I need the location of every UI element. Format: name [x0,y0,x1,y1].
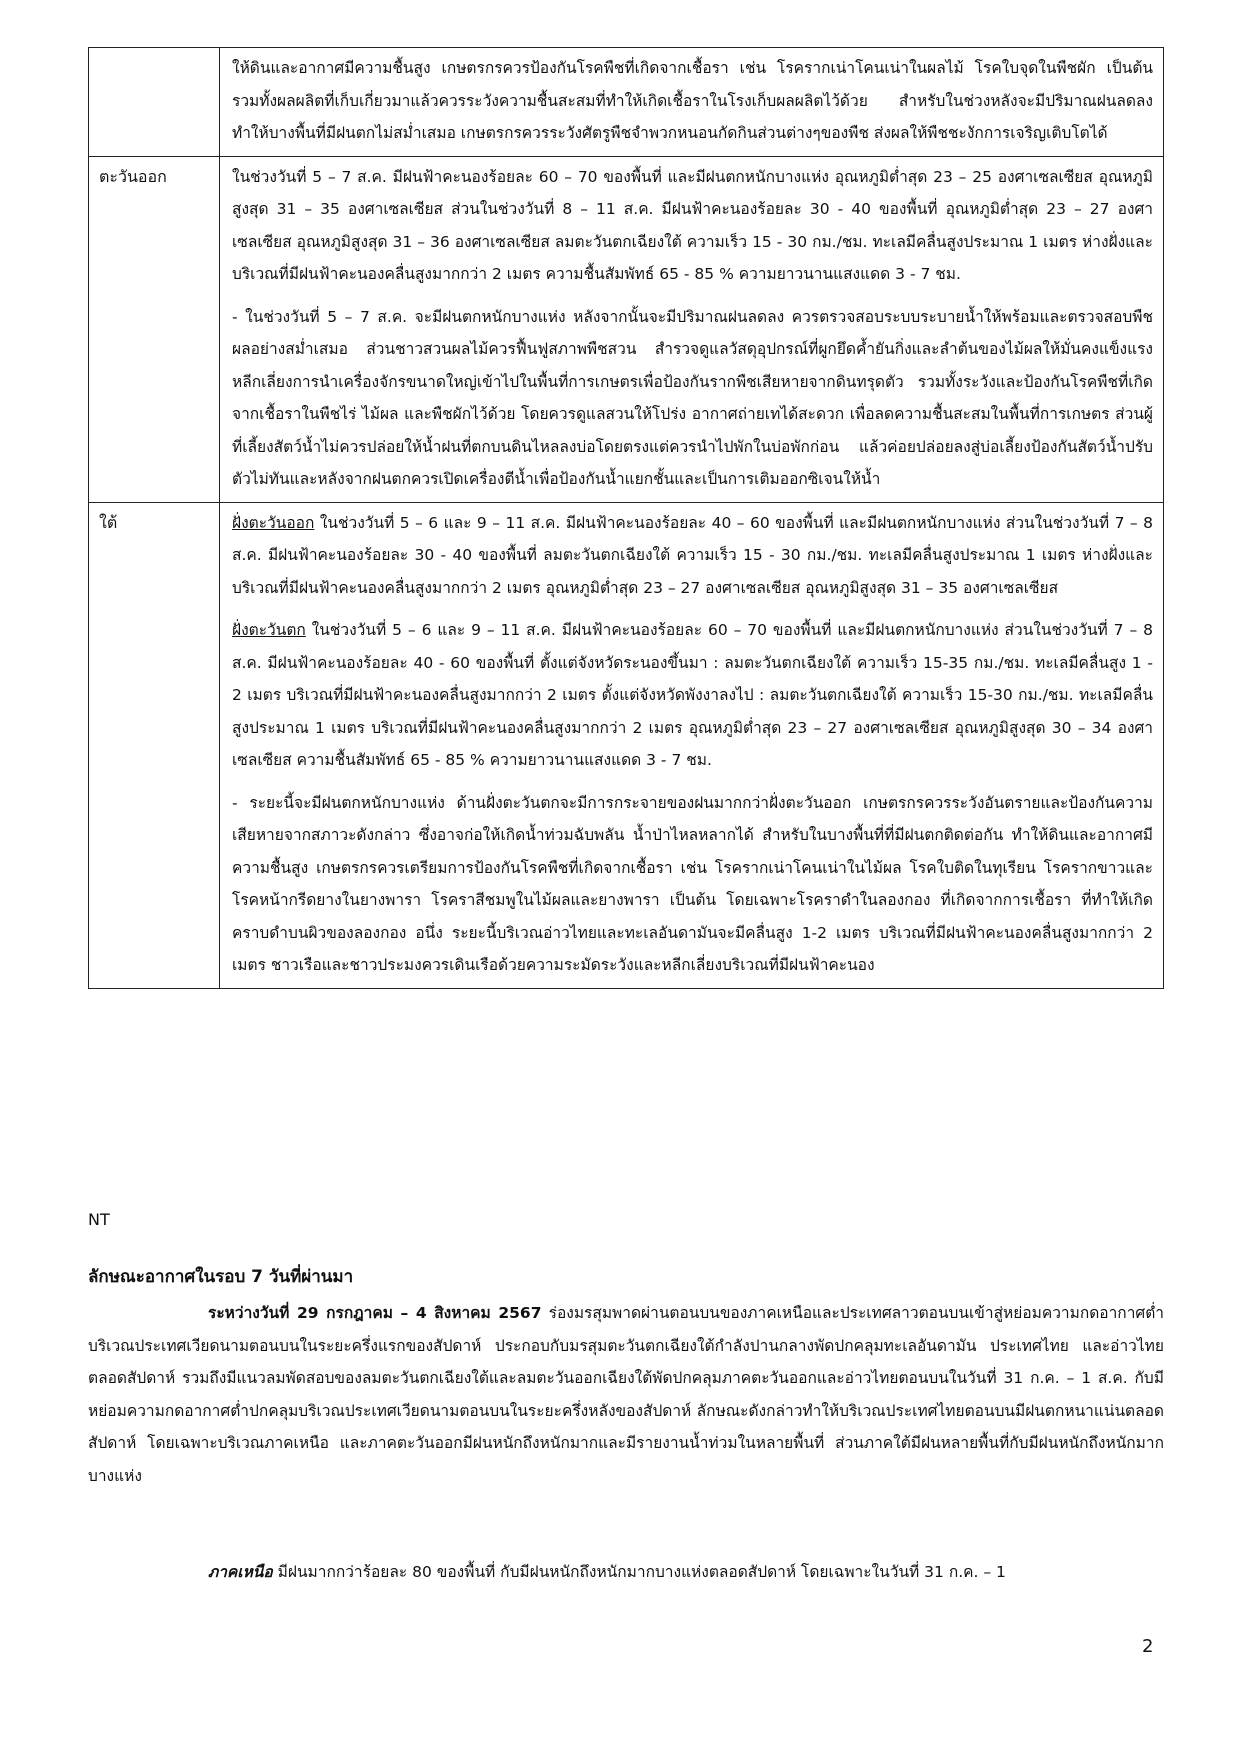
subregion-label: ฝั่งตะวันตก [232,621,306,639]
paragraph: ให้ดินและอากาศมีความชื้นสูง เกษตรกรควรป้องกันโรคพืชที่เกิดจากเชื้อรา เช่น โรครากเน่าโคนเน่าในผลไม้ โรคใบจุดในพืชผัก เป็นต้น รวมทั้งผลผลิตที่เก็บเกี่ยวมาแล้วควรระวังความชื้นสะสมที่ทำให้เกิดเชื้อราในโรงเก็บผลผลิตไว้ด้วย สำหรับในช่วงหลังจะมีปริมาณฝนลดลง ทำให้บางพื้นที่มีฝนตกไม่สม่ำเสมอ เกษตรกรควรระวังศัตรูพืชจำพวกหนอนกัดกินส่วนต่างๆของพืช ส่งผลให้พืชชะงักการเจริญเติบโตได้ [232,59,1153,142]
paragraph [232,507,1153,605]
region-cell: ใต้ [89,502,220,988]
table-row [89,502,1164,988]
paragraph: - ระยะนี้จะมีฝนตกหนักบางแห่ง ด้านฝั่งตะวันตกจะมีการกระจายของฝนมากกว่าฝั่งตะวันออก เกษตรกรควรระวังอันตรายและป้องกันความเสียหายจากสภาวะดังกล่าว ซึ่งอาจก่อให้เกิดน้ำท่วมฉับพลัน น้ำป่าไหลหลากได้ สำหรับในบางพื้นที่ที่มีฝนตกติดต่อกัน ทำให้ดินและอากาศมีความชื้นสูง เกษตรกรควรเตรียมการป้องกันโรคพืชที่เกิดจากเชื้อรา เช่น โรครากเน่าโคนเน่าในไม้ผล โรคใบติดในทุเรียน โรครากขาวและโรคหน้ากรีดยางในยางพารา โรคราสีชมพูในไม้ผลและยางพารา เป็นต้น โดยเฉพาะโรคราดำในลองกอง ที่เกิดจากการเชื้อรา ที่ทำให้เกิดคราบดำบนผิวของลองกอง อนึ่ง ระยะนี้บริเวณอ่าวไทยและทะเลอันดามันจะมีคลื่นสูง 1-2 เมตร บริเวณที่มีฝนฟ้าคะนองคลื่นสูงมากกว่า 2 เมตร ชาวเรือและชาวประมงควรเดินเรือด้วยความระมัดระวังและหลีกเลี่ยงบริเวณที่มีฝนฟ้าคะนอง [232,793,1153,974]
subregion-text: ในช่วงวันที่ 5 – 6 และ 9 – 11 ส.ค. มีฝนฟ้าคะนองร้อยละ 40 – 60 ของพื้นที่ และมีฝนตกหนักบางแห่ง ส่วนในช่วงวันที่ 7 – 8 ส.ค. มีฝนฟ้าคะนองร้อยละ 30 - 40 ของพื้นที่ ลมตะวันตกเฉียงใต้ ความเร็ว 15 - 30 กม./ชม. ทะเลมีคลื่นสูงประมาณ 1 เมตร ห่างฝั่งและบริเวณที่มีฝนฟ้าคะนองคลื่นสูงมากกว่า 2 เมตร อุณหภูมิต่ำสุด 23 – 27 องศาเซลเซียส อุณหภูมิสูงสุด 31 – 35 องศาเซลเซียส [232,513,1153,597]
north-paragraph [88,1556,1164,1588]
table-row [89,48,1164,157]
region-cell [89,48,220,157]
summary-paragraph [88,1297,1164,1492]
forecast-table [88,47,1164,989]
paragraph: ในช่วงวันที่ 5 – 7 ส.ค. มีฝนฟ้าคะนองร้อยละ 60 – 70 ของพื้นที่ และมีฝนตกหนักบางแห่ง อุณหภูมิต่ำสุด 23 – 25 องศาเซลเซียส อุณหภูมิสูงสุด 31 – 35 องศาเซลเซียส ส่วนในช่วงวันที่ 8 – 11 ส.ค. มีฝนฟ้าคะนองร้อยละ 30 - 40 ของพื้นที่ อุณหภูมิต่ำสุด 23 – 27 องศาเซลเซียส อุณหภูมิสูงสุด 31 – 36 องศาเซลเซียส ลมตะวันตกเฉียงใต้ ความเร็ว 15 - 30 กม./ชม. ทะเลมีคลื่นสูงประมาณ 1 เมตร ห่างฝั่งและบริเวณที่มีฝนฟ้าคะนองคลื่นสูงมากกว่า 2 เมตร ความชื้นสัมพัทธ์ 65 - 85 % ความยาวนานแสงแดด 3 - 7 ชม. [232,167,1153,283]
nt-label: NT [88,1210,110,1229]
subregion-label: ฝั่งตะวันออก [232,513,315,532]
date-range: ระหว่างวันที่ 29 กรกฎาคม – 4 สิงหาคม 2567 [208,1304,542,1322]
paragraph: - ในช่วงวันที่ 5 – 7 ส.ค. จะมีฝนตกหนักบางแห่ง หลังจากนั้นจะมีปริมาณฝนลดลง ควรตรวจสอบระบบระบายน้ำให้พร้อมและตรวจสอบพืชผลอย่างสม่ำเสมอ ส่วนชาวสวนผลไม้ควรฟื้นฟูสภาพพืชสวน สำรวจดูแลวัสดุอุปกรณ์ที่ผูกยึดค้ำยันกิ่งและลำต้นของไม้ผลให้มั่นคงแข็งแรง หลีกเลี่ยงการนำเครื่องจักรขนาดใหญ่เข้าไปในพื้นที่การเกษตรเพื่อป้องกันรากพืชเสียหายจากดินทรุดตัว รวมทั้งระวังและป้องกันโรคพืชที่เกิดจากเชื้อราในพืชไร่ ไม้ผล และพืชผักไว้ด้วย โดยควรดูแลสวนให้โปร่ง อากาศถ่ายเทได้สะดวก เพื่อลดความชื้นสะสมในพื้นที่การเกษตร ส่วนผู้ที่เลี้ยงสัตว์น้ำไม่ควรปล่อยให้น้ำฝนที่ตกบนดินไหลลงบ่อโดยตรงแต่ควรนำไปพักในบ่อพักก่อน แล้วค่อยปล่อยลงสู่บ่อเลี้ยงป้องกันสัตว์น้ำปรับตัวไม่ทันและหลังจากฝนตกควรเปิดเครื่องตีน้ำเพื่อป้องกันน้ำแยกชั้นและเป็นการเติมออกซิเจนให้น้ำ [232,307,1153,488]
north-text: มีฝนมากกว่าร้อยละ 80 ของพื้นที่ กับมีฝนหนักถึงหนักมากบางแห่งตลอดสัปดาห์ โดยเฉพาะในวันที่ 31 ก.ค. – 1 [272,1563,1006,1581]
region-cell: ตะวันออก [89,156,220,502]
content-cell [220,156,1164,502]
page-number: 2 [1142,1636,1154,1657]
summary-text: ร่องมรสุมพาดผ่านตอนบนของภาคเหนือและประเทศลาวตอนบนเข้าสู่หย่อมความกดอากาศต่ำบริเวณประเทศเวียดนามตอนบนในระยะครึ่งแรกของสัปดาห์ ประกอบกับมรสุมตะวันตกเฉียงใต้กำลังปานกลางพัดปกคลุมทะเลอันดามัน ประเทศไทย และอ่าวไทยตลอดสัปดาห์ รวมถึงมีแนวลมพัดสอบของลมตะวันตกเฉียงใต้และลมตะวันออกเฉียงใต้พัดปกคลุมภาคตะวันออกและอ่าวไทยตอนบนในวันที่ 31 ก.ค. – 1 ส.ค. กับมีหย่อมความกดอากาศต่ำปกคลุมบริเวณประเทศเวียดนามตอนบนในระยะครึ่งหลังของสัปดาห์ ลักษณะดังกล่าวทำให้บริเวณประเทศไทยตอนบนมีฝนตกหนาแน่นตลอดสัปดาห์ โดยเฉพาะบริเวณภาคเหนือ และภาคตะวันออกมีฝนหนักถึงหนักมากและมีรายงานน้ำท่วมในหลายพื้นที่ ส่วนภาคใต้มีฝนหลายพื้นที่กับมีฝนหนักถึงหนักมากบางแห่ง [88,1304,1165,1485]
subregion-text: ในช่วงวันที่ 5 – 6 และ 9 – 11 ส.ค. มีฝนฟ้าคะนองร้อยละ 60 – 70 ของพื้นที่ และมีฝนตกหนักบางแห่ง ส่วนในช่วงวันที่ 7 – 8 ส.ค. มีฝนฟ้าคะนองร้อยละ 40 - 60 ของพื้นที่ ตั้งแต่จังหวัดระนองขึ้นมา : ลมตะวันตกเฉียงใต้ ความเร็ว 15-35 กม./ชม. ทะเลมีคลื่นสูง 1 - 2 เมตร บริเวณที่มีฝนฟ้าคะนองคลื่นสูงมากกว่า 2 เมตร ตั้งแต่จังหวัดพังงาลงไป : ลมตะวันตกเฉียงใต้ ความเร็ว 15-30 กม./ชม. ทะเลมีคลื่นสูงประมาณ 1 เมตร บริเวณที่มีฝนฟ้าคะนองคลื่นสูงมากกว่า 2 เมตร อุณหภูมิต่ำสุด 23 – 27 องศาเซลเซียส อุณหภูมิสูงสุด 30 – 34 องศาเซลเซียส ความชื้นสัมพัทธ์ 65 - 85 % ความยาวนานแสงแดด 3 - 7 ชม. [232,621,1153,769]
paragraph [232,614,1153,777]
section-heading: ลักษณะอากาศในรอบ 7 วันที่ผ่านมา [88,1267,354,1287]
content-cell [220,48,1164,157]
north-label: ภาคเหนือ [208,1563,273,1581]
content-cell [220,502,1164,988]
table-row [89,156,1164,502]
